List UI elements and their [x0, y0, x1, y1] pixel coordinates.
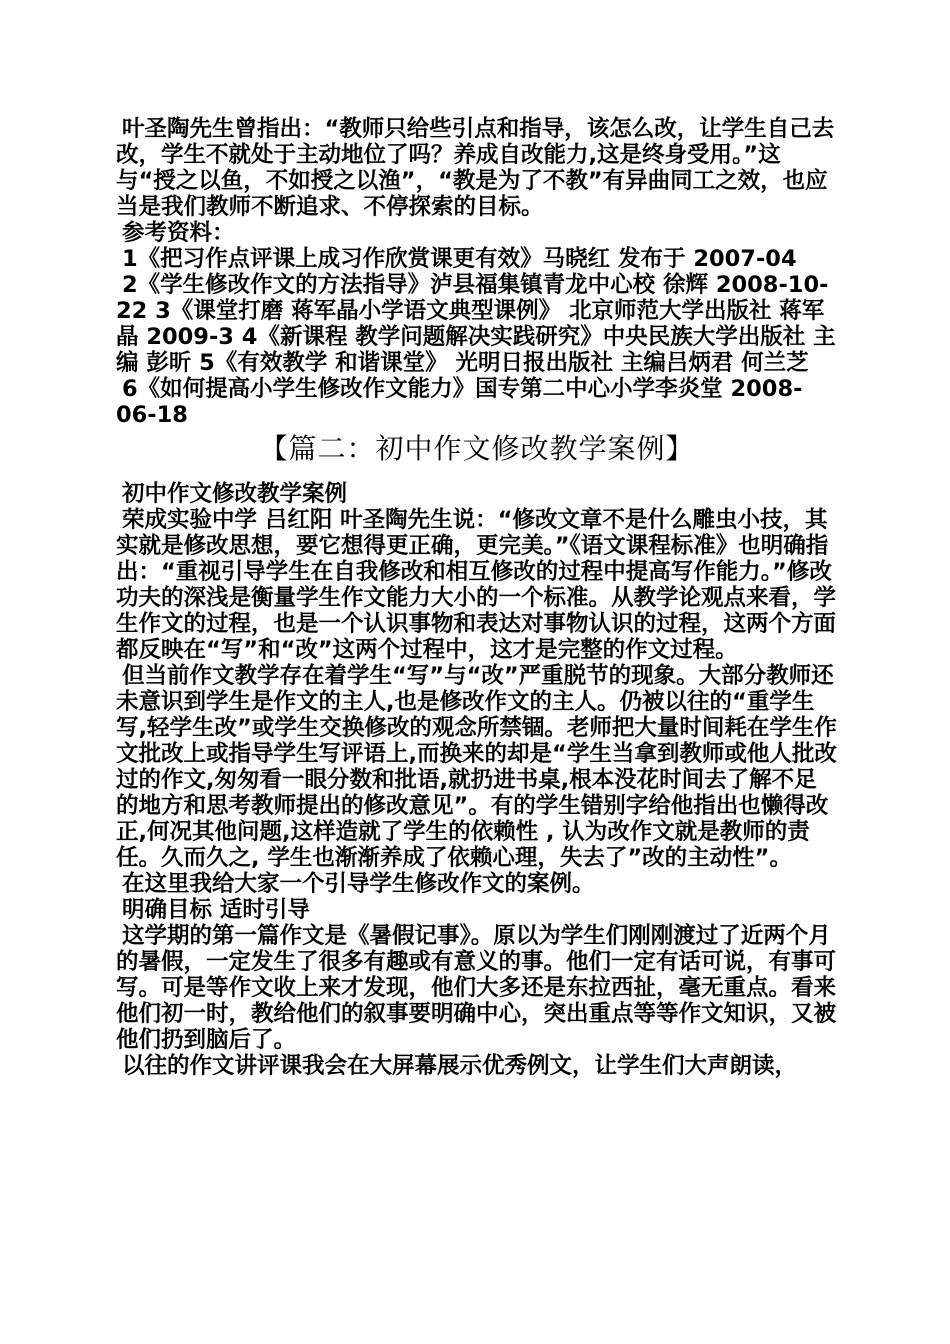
intro-paragraph: 叶圣陶先生曾指出：“教师只给些引点和指导，该怎么改，让学生自己去改，学生不就处于主动地位了吗？养成自改能力,这是终身受用。”这与“授之以鱼，不如授之以渔”，“教是为了不教”有异曲同工之效，也应当是我们教师不断追求、不停探索的目标。: [116, 116, 835, 220]
references-title: 参考资料：: [122, 220, 235, 246]
body-paragraph-2: 但当前作文教学存在着学生“写”与“改”严重脱节的现象。大部分教师还未意识到学生是作文的主人,也是修改作文的主人。仍被以往的“重学生写,轻学生改”或学生交换修改的观念所禁锢。老师把大量时间耗在学生作文批改上或指导学生写评语上,而换来的却是“学生当拿到教师或他人批改过的作文,匆匆看一眼分数和批语,就扔进书桌,根本没花时间去了解不足的地方和思考教师提出的修改意见”。有的学生错别字给他指出也懒得改正,何况其他问题,这样造就了学生的依赖性 , 认为改作文就是教师的责任。久而久之, 学生也渐渐养成了依赖心理，失去了”改的主动性”。: [116, 663, 837, 871]
section-title: 初中作文修改教学案例: [122, 481, 348, 507]
reference-2-5: 2《学生修改作文的方法指导》泸县福集镇青龙中心校 徐辉 2008-10-22 3《课堂打磨 蒋军晶小学语文典型课例》 北京师范大学出版社 蒋军晶 2009-3 4《新课程 教学问题解决实践研究》中央民族大学出版社 主编 彭昕 5《有效教学 和谐课堂》 光明日报出版社 主编吕炳君 何兰芝: [116, 272, 836, 376]
reference-6: 6《如何提高小学生修改作文能力》国专第二中心小学李炎堂 2008-06-18: [116, 376, 803, 428]
body-paragraph-4: 这学期的第一篇作文是《暑假记事》。原以为学生们刚刚渡过了近两个月的暑假，一定发生了很多有趣或有意义的事。他们一定有话可说，有事可写。可是等作文收上来才发现，他们大多还是东拉西扯，毫无重点。看来他们初一时，教给他们的叙事要明确中心，突出重点等等作文知识，又被他们扔到脑后了。: [116, 923, 837, 1053]
body-paragraph-3: 在这里我给大家一个引导学生修改作文的案例。: [122, 871, 595, 897]
body-paragraph-5: 以往的作文讲评课我会在大屏幕展示优秀例文，让学生们大声朗读，: [122, 1053, 798, 1079]
document-page: [116, 116, 838, 1079]
section-heading: 【篇二：初中作文修改教学案例】: [259, 432, 695, 465]
subheading: 明确目标 适时引导: [122, 897, 310, 923]
body-paragraph-1: 荣成实验中学 吕红阳 叶圣陶先生说：“修改文章不是什么雕虫小技，其实就是修改思想，要它想得更正确，更完美。”《语文课程标准》也明确指出：“重视引导学生在自我修改和相互修改的过程中提高写作能力。”修改功夫的深浅是衡量学生作文能力大小的一个标准。从教学论观点来看，学生作文的过程，也是一个认识事物和表达对事物认识的过程，这两个方面都反映在“写”和“改”这两个过程中，这才是完整的作文过程。: [116, 507, 837, 663]
reference-1: 1《把习作点评课上成习作欣赏课更有效》马晓红 发布于 2007-04: [122, 246, 797, 272]
